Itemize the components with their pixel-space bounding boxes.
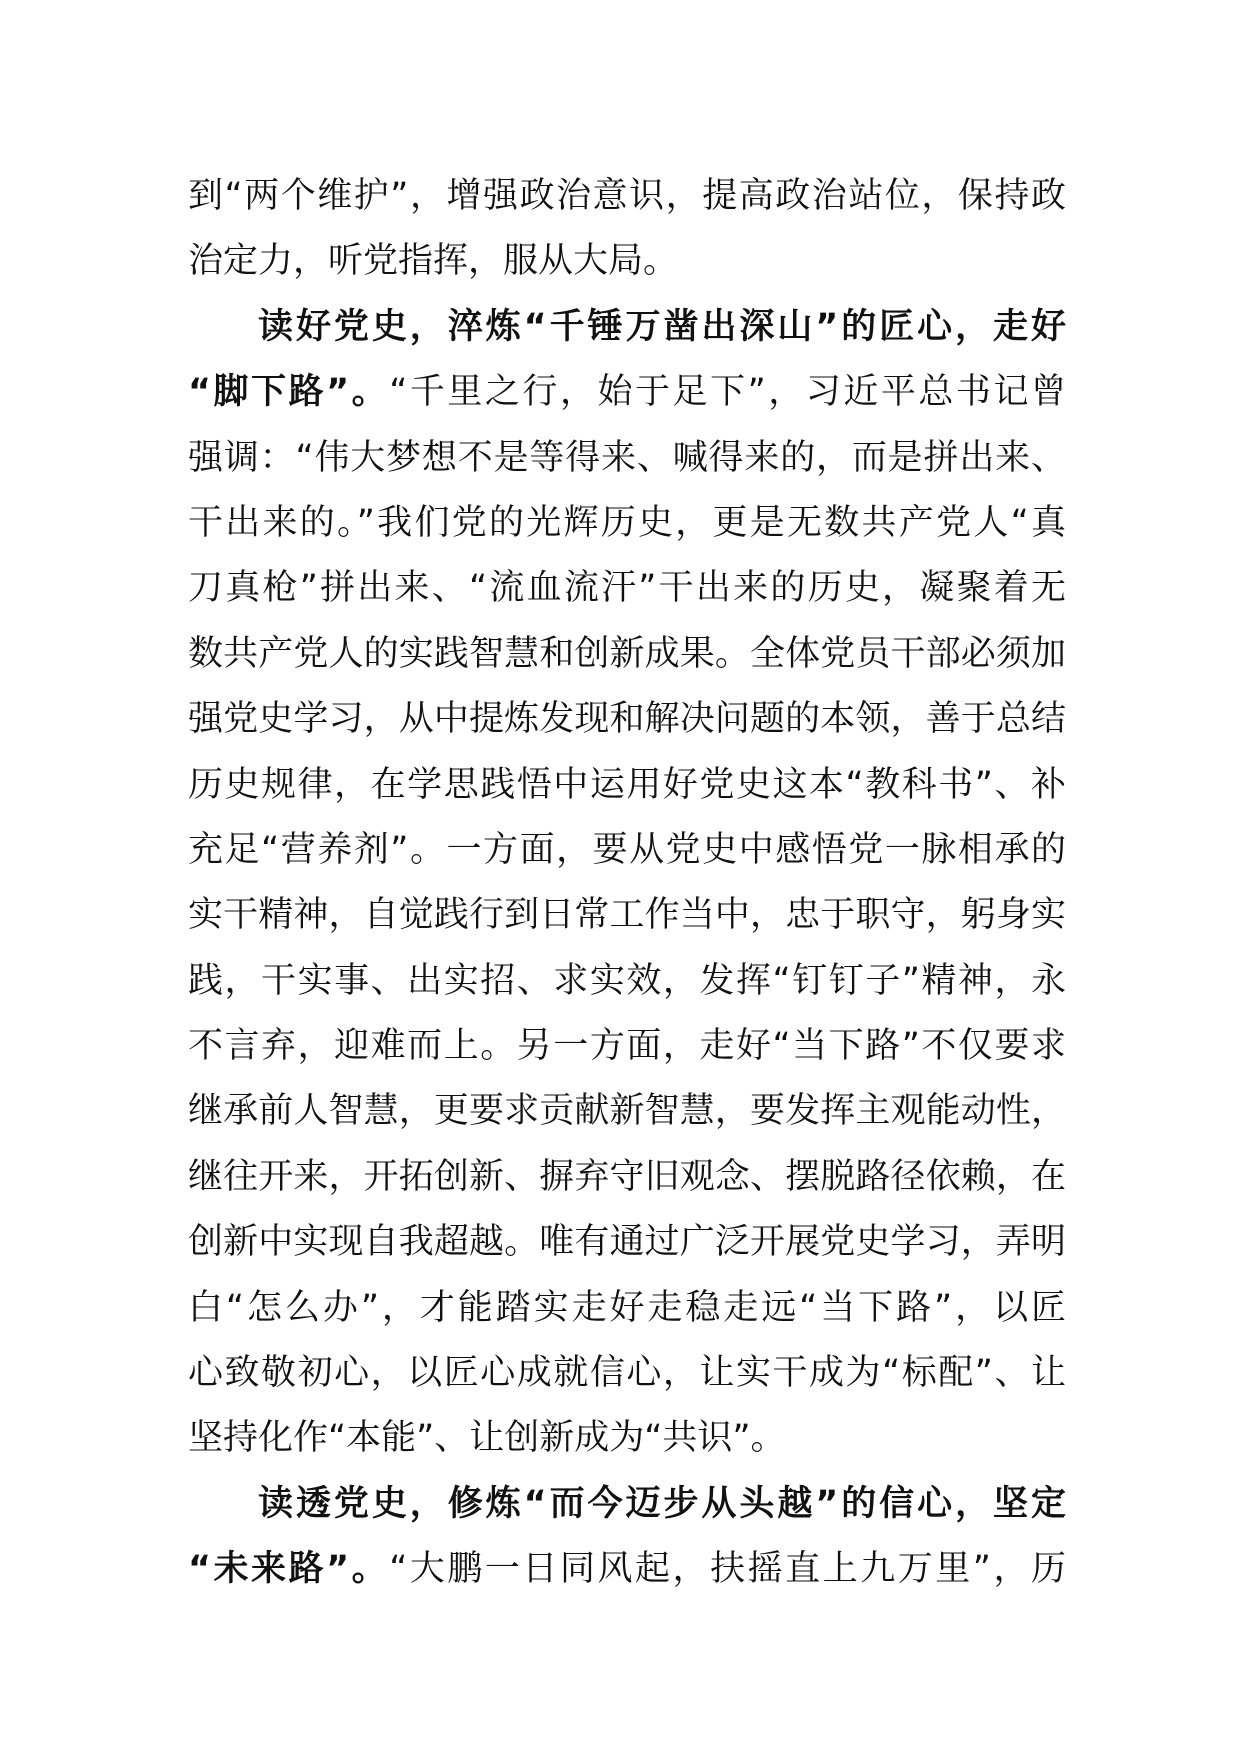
body-text: 强党史学习，从中提炼发现和解决问题的本领，善于总结 bbox=[188, 699, 1066, 740]
text-line bbox=[188, 1145, 1066, 1210]
body-text: 数共产党人的实践智慧和创新成果。全体党员干部必须加 bbox=[188, 633, 1066, 674]
body-text: 到“两个维护”，增强政治意识，提高政治站位，保持政 bbox=[188, 176, 1066, 216]
text-line bbox=[188, 491, 1066, 556]
text-line bbox=[188, 556, 1066, 621]
body-text: 治定力，听党指挥，服从大局。 bbox=[188, 241, 679, 282]
text-line bbox=[188, 1210, 1066, 1275]
text-line bbox=[188, 1472, 1066, 1537]
body-text: 践，干实事、出实招、求实效，发挥“钉钉子”精神，永 bbox=[188, 960, 1066, 1001]
body-text: “千里之行，始于足下”，习近平总书记曾 bbox=[389, 372, 1066, 413]
body-text: 白“怎么办”，才能踏实走好走稳走远“当下路”，以匠 bbox=[188, 1287, 1066, 1328]
body-text: 刀真枪”拼出来、“流血流汗”干出来的历史，凝聚着无 bbox=[188, 568, 1066, 609]
text-line bbox=[188, 164, 1066, 229]
body-text: 充足“营养剂”。一方面，要从党史中感悟党一脉相承的 bbox=[188, 829, 1066, 870]
text-line bbox=[188, 295, 1066, 360]
body-text: 实干精神，自觉践行到日常工作当中，忠于职守，躬身实 bbox=[188, 895, 1066, 936]
text-line bbox=[188, 1014, 1066, 1079]
bold-heading-text: “脚下路”。 bbox=[188, 372, 390, 413]
body-text: 强调：“伟大梦想不是等得来、喊得来的，而是拼出来、 bbox=[188, 437, 1066, 478]
text-line bbox=[188, 622, 1066, 687]
text-line bbox=[188, 1276, 1066, 1341]
bold-heading-text: 读好党史，淬炼“千锤万凿出深山”的匠心，走好 bbox=[258, 306, 1066, 347]
body-text: 继承前人智慧，更要求贡献新智慧，要发挥主观能动性， bbox=[188, 1091, 1066, 1132]
text-line bbox=[188, 1341, 1066, 1406]
body-text: 心致敬初心，以匠心成就信心，让实干成为“标配”、让 bbox=[188, 1353, 1066, 1394]
text-line bbox=[188, 818, 1066, 883]
document-body bbox=[188, 164, 1066, 1603]
body-text: 创新中实现自我超越。唯有通过广泛开展党史学习，弄明 bbox=[188, 1222, 1066, 1263]
text-line bbox=[188, 1537, 1066, 1602]
bold-heading-text: “未来路”。 bbox=[188, 1549, 390, 1590]
text-line bbox=[188, 753, 1066, 818]
body-text: 干出来的。”我们党的光辉历史，更是无数共产党人“真 bbox=[188, 502, 1066, 543]
body-text: 历史规律，在学思践悟中运用好党史这本“教科书”、补 bbox=[188, 764, 1066, 805]
text-line bbox=[188, 1406, 1066, 1471]
text-line bbox=[188, 1079, 1066, 1144]
text-line bbox=[188, 949, 1066, 1014]
text-line bbox=[188, 229, 1066, 294]
text-line bbox=[188, 883, 1066, 948]
body-text: 坚持化作“本能”、让创新成为“共识”。 bbox=[188, 1418, 786, 1459]
body-text: 继往开来，开拓创新、摒弃守旧观念、摆脱路径依赖，在 bbox=[188, 1156, 1066, 1197]
body-text: “大鹏一日同风起，扶摇直上九万里”，历 bbox=[389, 1549, 1066, 1590]
text-line bbox=[188, 360, 1066, 425]
text-line bbox=[188, 426, 1066, 491]
text-line bbox=[188, 687, 1066, 752]
body-text: 不言弃，迎难而上。另一方面，走好“当下路”不仅要求 bbox=[188, 1026, 1066, 1067]
bold-heading-text: 读透党史，修炼“而今迈步从头越”的信心，坚定 bbox=[258, 1483, 1066, 1524]
